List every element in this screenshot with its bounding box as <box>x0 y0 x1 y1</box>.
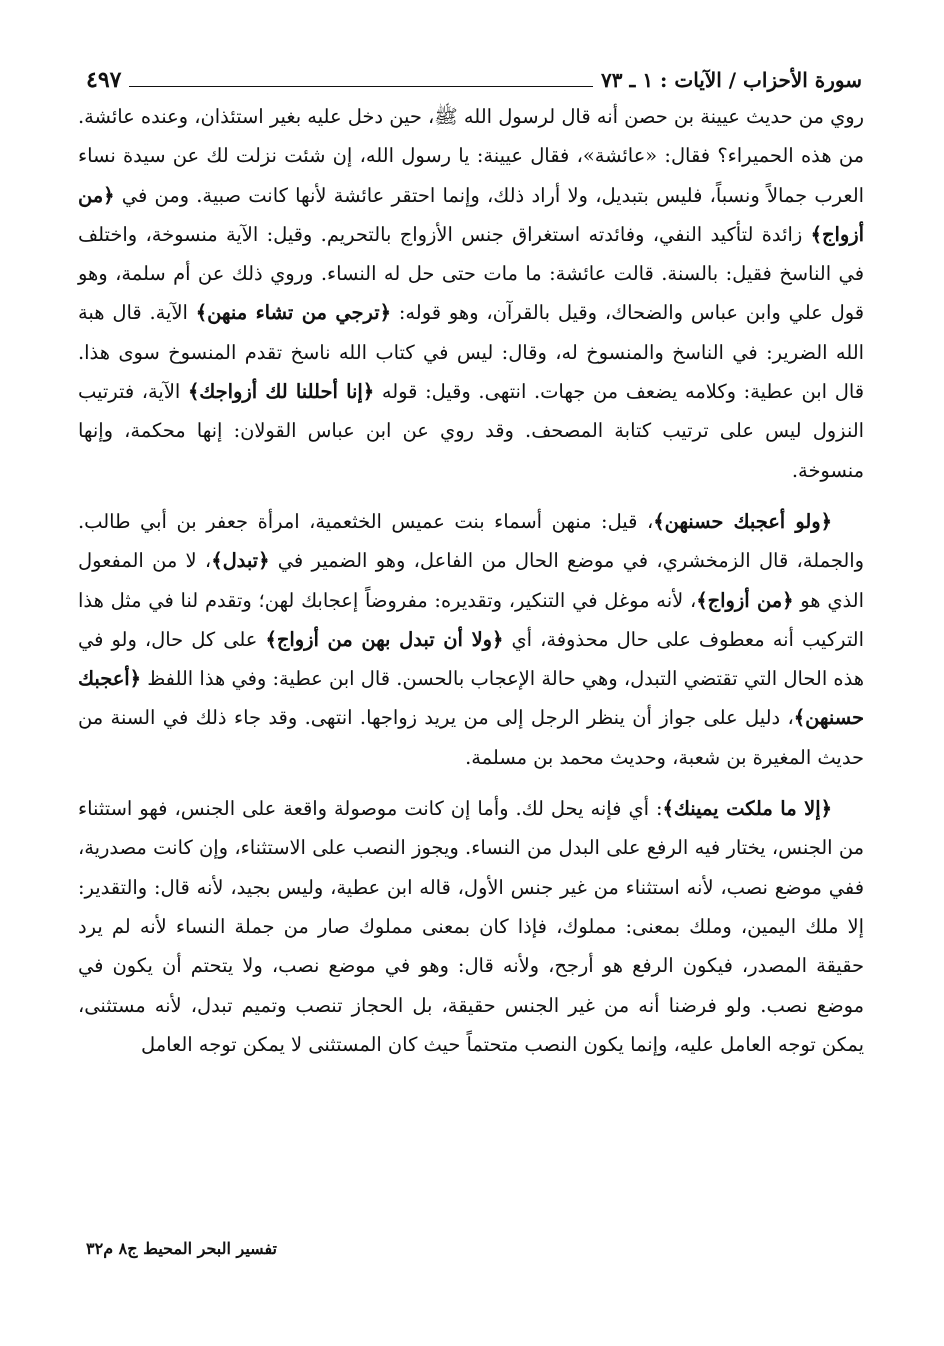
header-rule <box>129 86 593 87</box>
paragraph-1 <box>78 97 864 490</box>
page-number: ٤٩٧ <box>86 67 122 93</box>
text-run: على كل حال، ولو في هذه الحال التي تقتضي التبدل، وهي حالة الإعجاب بالحسن. قال ابن عطية: وفي هذا اللفظ <box>78 627 865 691</box>
quran-quote: ﴿ترجي من تشاء منهن﴾ <box>195 301 391 325</box>
text-run: زائدة لتأكيد النفي، وفائدته استغراق جنس الأزواج بالتحريم. وقيل: الآية منسوخة، واختلف في الناسخ فقيل: بالسنة. قالت عائشة: ما مات حتى حل له النساء. وروي ذلك عن أم سلمة، وهو قول علي وابن عباس والضحاك، وقيل بالقرآن، وهو قوله: <box>78 222 864 325</box>
quran-quote: ﴿ولو أعجبك حسنهن﴾ <box>653 509 832 533</box>
page-header <box>86 56 862 92</box>
quran-quote: ﴿من أزواج﴾ <box>696 588 794 612</box>
text-run: ، لأنه موغل في التنكير، وتقديره: مفروضاً إعجابك لهن؛ وتقدم لنا في مثل هذا التركيب أنه معطوف على حال محذوفة، أي <box>78 588 864 651</box>
quran-quote: ﴿إلا ما ملكت يمينك﴾ <box>662 797 832 821</box>
quran-quote: ﴿من أزواج﴾ <box>78 183 864 246</box>
text-run: روي من حديث عيينة بن حصن أنه قال لرسول الله ﷺ، حين دخل عليه بغير استئذان، وعنده عائشة. من هذه الحميراء؟ فقال: «عائشة»، فقال عيينة: يا رسول الله، إن شئت نزلت لك عن سيدة نساء العرب جمالاً ونسباً، فليس بتبديل، ولا أراد ذلك، وإنما احتقر عائشة لأنها كانت صبية. ومن في <box>78 105 864 207</box>
text-run: ، قيل: منهن أسماء بنت عميس الخثعمية، امرأة جعفر بن أبي طالب. والجملة، قال الزمخشري، في موضع الحال من الفاعل، وهو الضمير في <box>78 509 865 573</box>
quran-quote: ﴿ولا أن تبدل بهن من أزواج﴾ <box>265 627 504 651</box>
text-run: : أي فإنه يحل لك. وأما إن كانت موصولة واقعة على الجنس، فهو استثناء من الجنس، يختار فيه الرفع على البدل من النساء. ويجوز النصب على الاستثناء، وإن كانت مصدرية، ففي موضع نصب، لأنه استثناء من غير جنس الأول، قاله ابن عطية، وليس بجيد، لأنه قال: والتقدير: إلا ملك اليمين، وملك بمعنى: مملوك، فإذا كان بمعنى مملوك صار من جملة النساء لأنه لم يرد حقيقة المصدر، فيكون الرفع هو أرجح، ولأنه قال: وهو في موضع نصب، ولا يتحتم أن يكون في موضع نصب. ولو فرضنا أنه من غير الجنس حقيقة، بل الحجاز تنصب وتميم تبدل، لأنه مستثنى، يمكن توجه العامل عليه، وإنما يكون النصب متحتماً حيث كان المستثنى لا يمكن توجه العامل <box>78 797 864 1056</box>
paragraph-2 <box>78 502 864 777</box>
paragraph-3 <box>78 789 864 1064</box>
text-run: ، دليل على جواز أن ينظر الرجل إلى من يريد زواجها. انتهى. وقد جاء ذلك في السنة من حديث المغيرة بن شعبة، وحديث محمد بن مسلمة. <box>78 706 864 769</box>
quran-quote: ﴿تبدل﴾ <box>211 549 270 573</box>
running-head: سورة الأحزاب / الآيات : ١ ـ ٧٣ <box>601 68 862 92</box>
body-text <box>78 97 864 1064</box>
text-run: الآية، فترتيب النزول ليس على ترتيب كتابة المصحف. وقد روي عن ابن عباس القولان: إنها محكمة، وإنها منسوخة. <box>78 380 864 482</box>
footer-signature: تفسير البحر المحيط ج٨ م٣٢ <box>86 1239 277 1258</box>
text-run: الآية. قال هبة الله الضرير: في الناسخ والمنسوخ له، وقال: ليس في كتاب الله ناسخ تقدم المنسوخ سوى هذا. قال ابن عطية: وكلامه يضعف من جهات. انتهى. وقيل: قوله <box>78 301 864 404</box>
text-run: ، لا من المفعول الذي هو <box>78 549 864 612</box>
quran-quote: ﴿أعجبك حسنهن﴾ <box>78 667 864 730</box>
quran-quote: ﴿إنا أحللنا لك أزواجك﴾ <box>187 380 375 404</box>
